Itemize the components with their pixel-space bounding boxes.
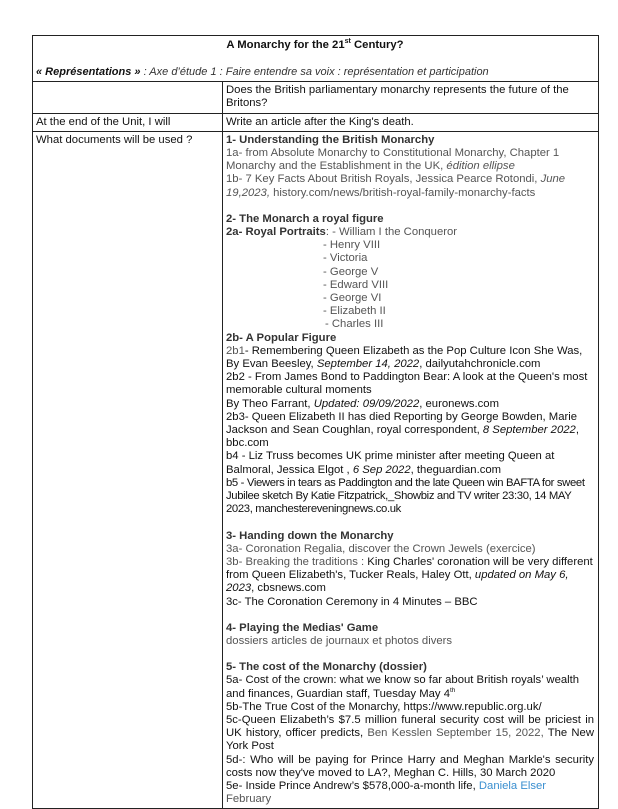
document-item: 5d-: Who will be paying for Prince Harry and Meghan Markle's security costs now they've moved to LA?, Meghan C. Hills, 30 March 2020 — [226, 753, 594, 779]
portrait-item: - George VI — [323, 292, 382, 305]
problematic-question: Does the British parliamentary monarchy represents the future of the Britons? — [223, 82, 599, 113]
document-item: b5 - Viewers in tears as Paddington and the late Queen win BAFTA for sweet Jubilee sketch By Katie Fitzpatrick,_Showbiz and TV writer 23:30, 14 MAY 2023, manchestereveningnews.co.uk — [226, 476, 585, 516]
document-item: 1b- 7 Key Facts About British Royals, Jessica Pearce Rotondi, June 19,2023, history.com/news/british-royal-family-monarchy-facts — [226, 173, 566, 199]
author-link[interactable]: Daniela Elser — [478, 779, 547, 792]
document-item: 2b2 - From James Bond to Paddington Bear: A look at the Queen's most memorable cultural moments By Theo Farrant, Updated: 09/09/2022, euronews.com — [226, 371, 588, 410]
portrait-item: - Charles III — [325, 318, 384, 331]
row-label: What documents will be used ? — [33, 131, 223, 809]
section-title: 1- Understanding the British Monarchy — [226, 133, 435, 146]
table-row — [33, 131, 599, 809]
section-title: 5- The cost of the Monarchy (dossier) — [226, 661, 427, 674]
portrait-item: - Elizabeth II — [323, 305, 386, 318]
table-row — [33, 113, 599, 131]
document-item: 3c- The Coronation Ceremony in 4 Minutes – BBC — [226, 595, 478, 608]
theme-line — [36, 66, 594, 79]
row-label: At the end of the Unit, I will — [33, 113, 223, 131]
section-4 — [226, 622, 594, 648]
header-cell — [33, 36, 599, 82]
section-5 — [226, 661, 594, 806]
portrait-item: - Victoria — [323, 252, 368, 265]
document-page — [32, 35, 598, 809]
subsection-title: 2b- A Popular Figure — [226, 331, 337, 344]
theme-label: « Représentations » — [36, 66, 141, 78]
section-1 — [226, 134, 594, 200]
section-title: 3- Handing down the Monarchy — [226, 529, 394, 542]
document-item: 3a- Coronation Regalia, discover the Crown Jewels (exercice) — [226, 542, 536, 555]
portrait-item: - Edward VIII — [323, 278, 389, 291]
document-item: 2b1- Remembering Queen Elizabeth as the Pop Culture Icon She Was, By Evan Beesley, September 14, 2022, dailyutahchronicle.com — [226, 344, 583, 371]
section-2 — [226, 213, 594, 517]
document-item: 5b-The True Cost of the Monarchy, https://www.republic.org.uk/ — [226, 700, 542, 713]
document-item: b4 - Liz Truss becomes UK prime minister after meeting Queen at Balmoral, Jessica Elgot , 6 Sep 2022, theguardian.com — [226, 450, 555, 476]
header-row — [33, 36, 599, 82]
document-title: A Monarchy for the 21st Century? — [226, 38, 404, 51]
section-title: 2- The Monarch a royal figure — [226, 212, 384, 225]
table-row — [33, 82, 599, 113]
documents-list — [223, 131, 599, 809]
document-item: 3b- Breaking the traditions : King Charles' coronation will be very different from Queen Elizabeth's, Tucker Reals, Haley Ott, updated on May 6, 2023, cbsnews.com — [226, 555, 593, 595]
document-item: 5a- Cost of the crown: what we know so far about British royals’ wealth and finances, Guardian staff, Tuesday May 4th — [226, 674, 580, 700]
section-3 — [226, 530, 594, 609]
royal-portraits: 2a- Royal Portraits: - William I the Conqueror — [226, 226, 458, 239]
document-item: 1a- from Absolute Monarchy to Constitutional Monarchy, Chapter 1 Monarchy and the Establishment in the UK, édition ellipse — [226, 147, 560, 173]
portrait-item: - Henry VIII — [323, 239, 381, 252]
document-item: 5e- Inside Prince Andrew’s $578,000-a-month life, Daniela Elser February — [226, 779, 547, 806]
final-task: Write an article after the King's death. — [223, 113, 599, 131]
portrait-item: - George V — [323, 265, 379, 278]
theme-text: : Axe d’étude 1 : Faire entendre sa voix : représentation et participation — [140, 66, 489, 78]
document-item: dossiers articles de journaux et photos divers — [226, 634, 453, 647]
section-title: 4- Playing the Medias' Game — [226, 621, 379, 634]
document-item: 2b3- Queen Elizabeth II has died Reporting by George Bowden, Marie Jackson and Sean Coughlan, royal correspondent, 8 September 2022, bbc.com — [226, 410, 579, 450]
row-label — [33, 82, 223, 113]
document-item: 5c-Queen Elizabeth’s $7.5 million funeral security cost will be priciest in UK history, officer predicts, Ben Kesslen September 15, 2022, The New York Post — [226, 713, 594, 753]
unit-plan-table — [32, 35, 599, 809]
